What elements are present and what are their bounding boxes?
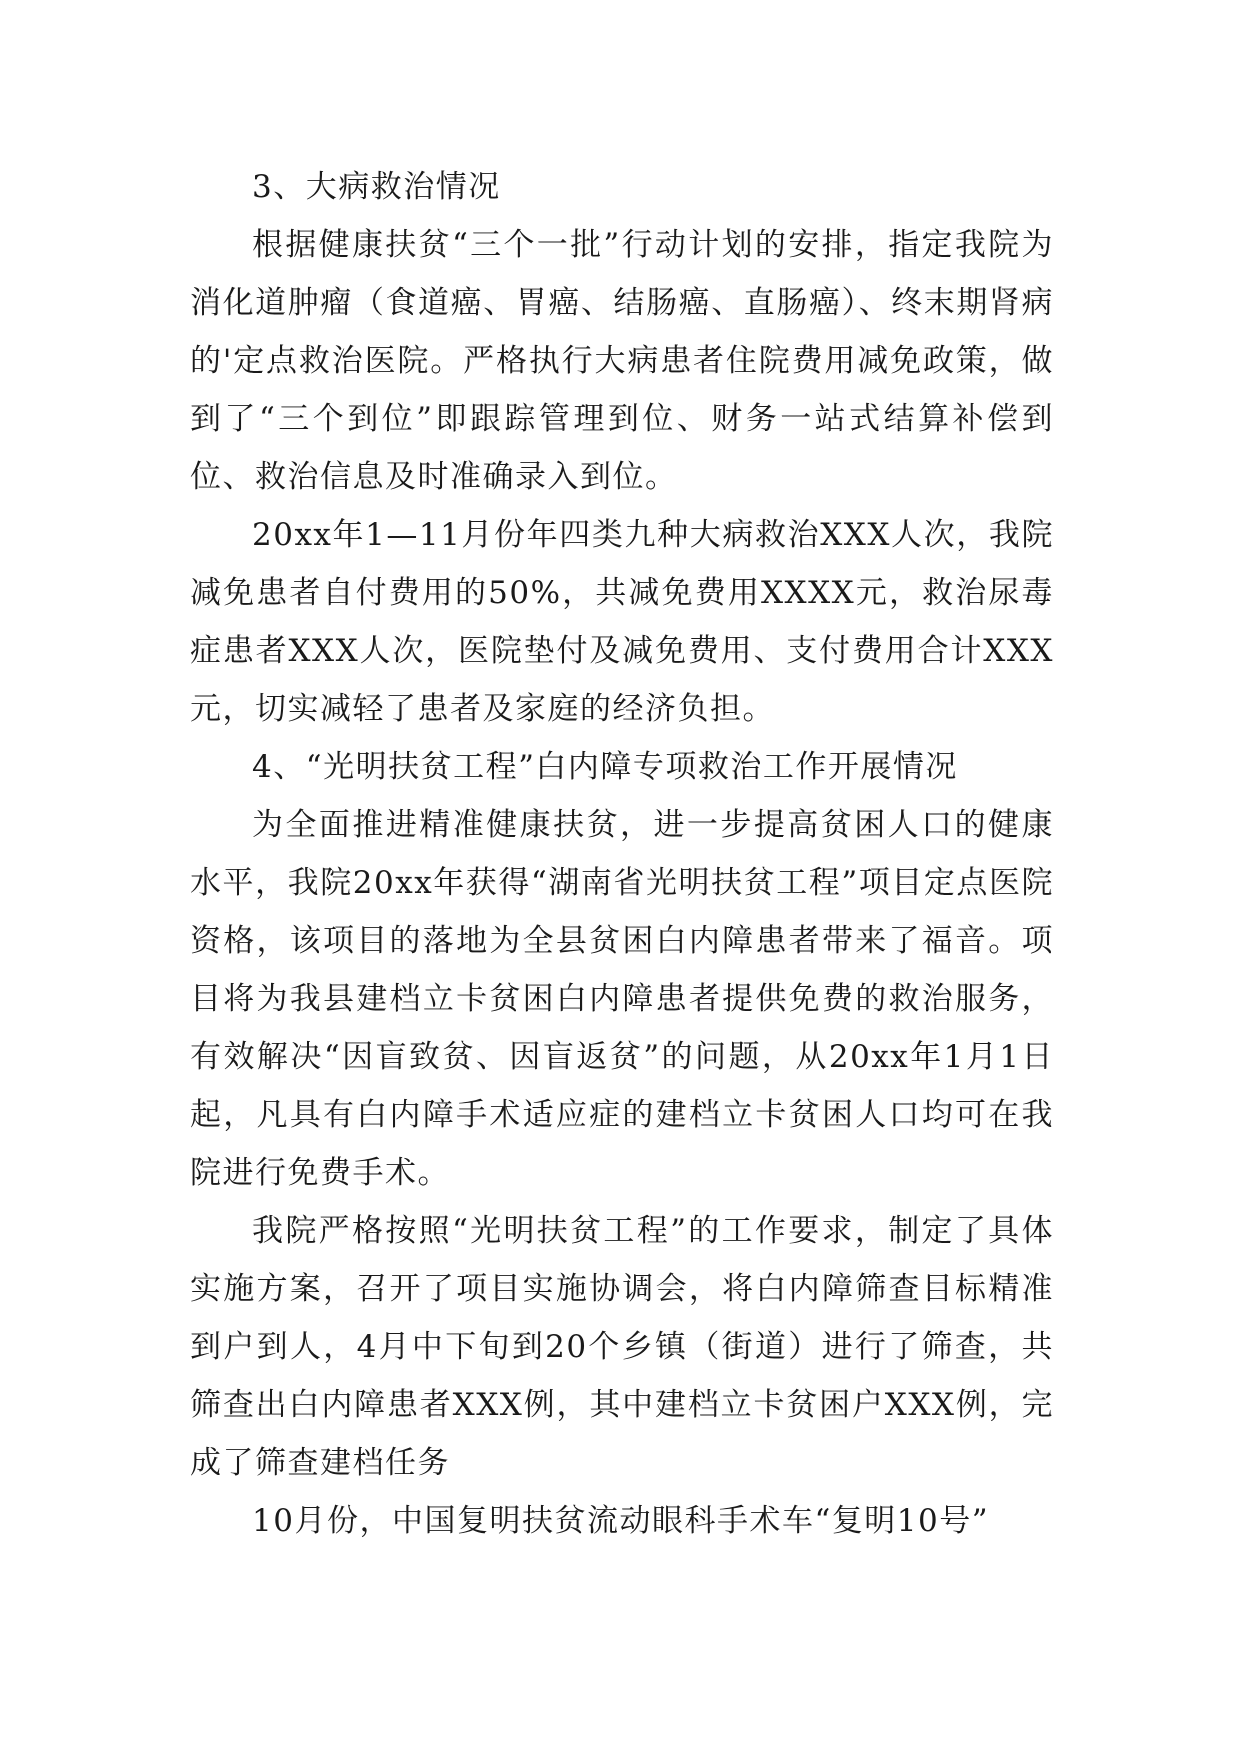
paragraph-statistics: 20xx年1—11月份年四类九种大病救治XXX人次，我院减免患者自付费用的50%，共减免费用XXXX元，救治尿毒症患者XXX人次，医院垫付及减免费用、支付费用合计XXX元，切实减轻了患者及家庭的经济负担。	[190, 517, 1054, 727]
section-heading-cataract: 4、“光明扶贫工程”白内障专项救治工作开展情况	[252, 749, 958, 785]
paragraph-screening: 我院严格按照“光明扶贫工程”的工作要求，制定了具体实施方案，召开了项目实施协调会，将白内障筛查目标精准到户到人，4月中下旬到20个乡镇（街道）进行了筛查，共筛查出白内障患者XXX例，其中建档立卡贫困户XXX例，完成了筛查建档任务	[190, 1213, 1054, 1481]
paragraph-project: 为全面推进精准健康扶贫，进一步提高贫困人口的健康水平，我院20xx年获得“湖南省光明扶贫工程”项目定点医院资格，该项目的落地为全县贫困白内障患者带来了福音。项目将为我县建档立卡贫困白内障患者提供免费的救治服务，有效解决“因盲致贫、因盲返贫”的问题，从20xx年1月1日起，凡具有白内障手术适应症的建档立卡贫困人口均可在我院进行免费手术。	[190, 807, 1054, 1191]
paragraph-policy: 根据健康扶贫“三个一批”行动计划的安排，指定我院为消化道肿瘤（食道癌、胃癌、结肠癌、直肠癌）、终末期肾病的'定点救治医院。严格执行大病患者住院费用减免政策，做到了“三个到位”即跟踪管理到位、财务一站式结算补偿到位、救治信息及时准确录入到位。	[190, 227, 1054, 495]
document-body	[190, 158, 1054, 1550]
section-heading-major-disease: 3、大病救治情况	[252, 169, 501, 205]
paragraph-surgery-vehicle: 10月份，中国复明扶贫流动眼科手术车“复明10号”	[252, 1503, 990, 1539]
